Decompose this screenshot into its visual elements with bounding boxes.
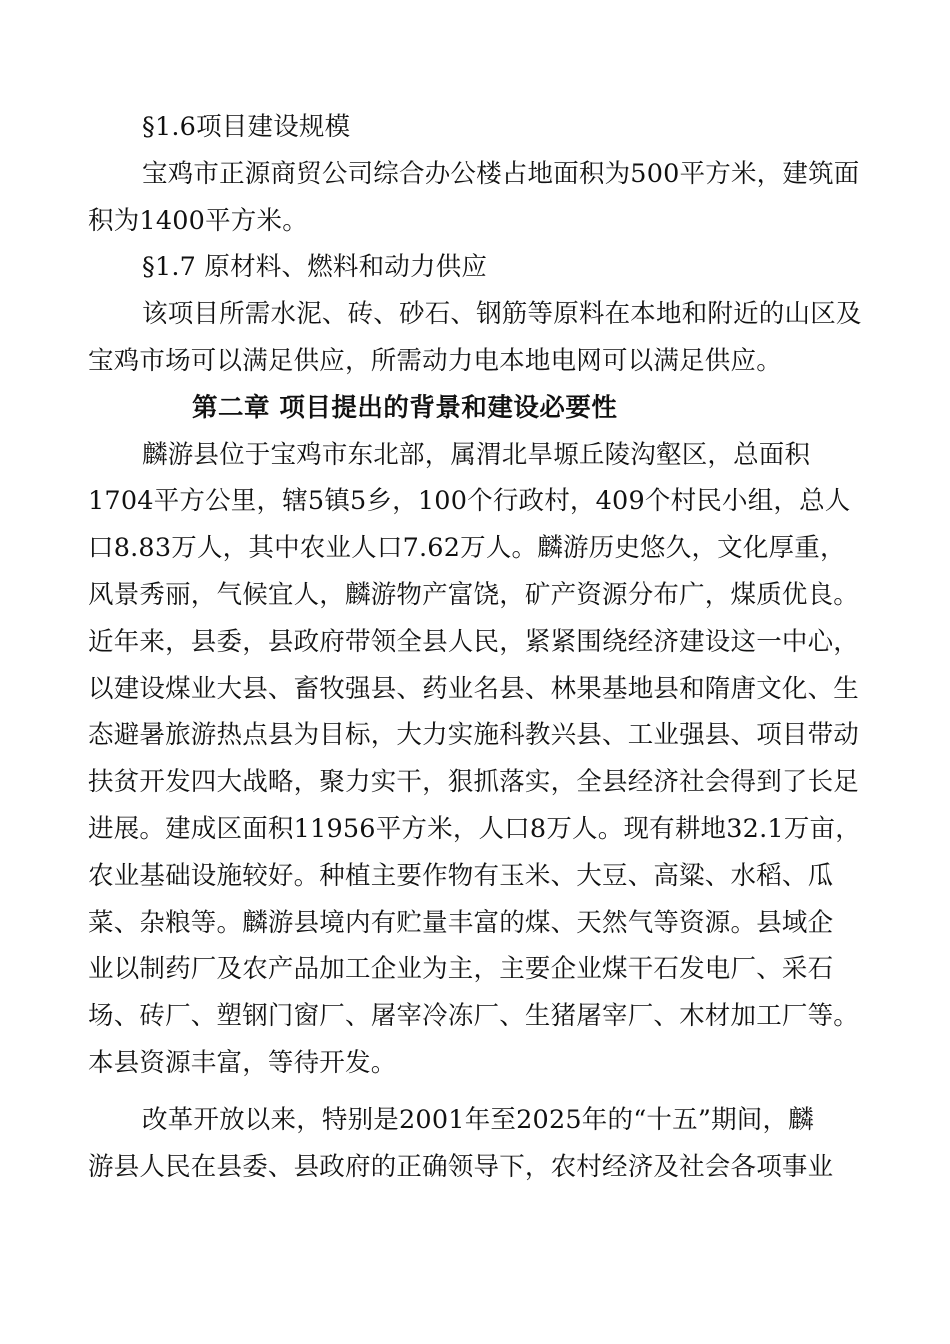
paragraph-line: 1704平方公里，辖5镇5乡，100个行政村，409个村民小组，总人 bbox=[88, 486, 851, 517]
paragraph-line: 菜、杂粮等。麟游县境内有贮量丰富的煤、天然气等资源。县域企 bbox=[88, 907, 834, 938]
paragraph-line: 业以制药厂及农产品加工企业为主，主要企业煤干石发电厂、采石 bbox=[88, 954, 834, 985]
paragraph-line: 麟游县位于宝鸡市东北部，属渭北旱塬丘陵沟壑区，总面积 bbox=[142, 439, 811, 470]
paragraph-line: 宝鸡市正源商贸公司综合办公楼占地面积为500平方米，建筑面 bbox=[142, 158, 860, 189]
paragraph-line: 农业基础设施较好。种植主要作物有玉米、大豆、高粱、水稻、瓜 bbox=[88, 860, 834, 891]
paragraph-line: 近年来，县委，县政府带领全县人民，紧紧围绕经济建设这一中心， bbox=[88, 626, 860, 657]
paragraph-line: 积为1400平方米。 bbox=[88, 205, 308, 236]
paragraph-line: 场、砖厂、塑钢门窗厂、屠宰冷冻厂、生猪屠宰厂、木材加工厂等。 bbox=[88, 1001, 860, 1032]
paragraph-line: 该项目所需水泥、砖、砂石、钢筋等原料在本地和附近的山区及 bbox=[142, 299, 862, 330]
paragraph-line: 改革开放以来，特别是2001年至2025年的“十五”期间，麟 bbox=[142, 1104, 814, 1135]
paragraph-line: 宝鸡市场可以满足供应，所需动力电本地电网可以满足供应。 bbox=[88, 345, 782, 376]
paragraph-line: 以建设煤业大县、畜牧强县、药业名县、林果基地县和隋唐文化、生 bbox=[88, 673, 860, 704]
paragraph-line: 本县资源丰富，等待开发。 bbox=[88, 1047, 397, 1078]
paragraph-line: 进展。建成区面积11956平方米，人口8万人。现有耕地32.1万亩， bbox=[88, 813, 861, 844]
paragraph-line: 风景秀丽，气候宜人，麟游物产富饶，矿产资源分布广，煤质优良。 bbox=[88, 579, 860, 610]
section-heading-1-7: §1.7 原材料、燃料和动力供应 bbox=[142, 252, 488, 283]
paragraph-line: 扶贫开发四大战略，聚力实干，狠抓落实，全县经济社会得到了长足 bbox=[88, 767, 860, 798]
paragraph-line: 游县人民在县委、县政府的正确领导下，农村经济及社会各项事业 bbox=[88, 1151, 834, 1182]
section-heading-1-6: §1.6项目建设规模 bbox=[142, 112, 351, 142]
paragraph-line: 态避暑旅游热点县为目标，大力实施科教兴县、工业强县、项目带动 bbox=[88, 720, 860, 751]
paragraph-line: 口8.83万人，其中农业人口7.62万人。麟游历史悠久，文化厚重， bbox=[88, 533, 846, 564]
chapter-heading: 第二章 项目提出的背景和建设必要性 bbox=[192, 392, 618, 423]
